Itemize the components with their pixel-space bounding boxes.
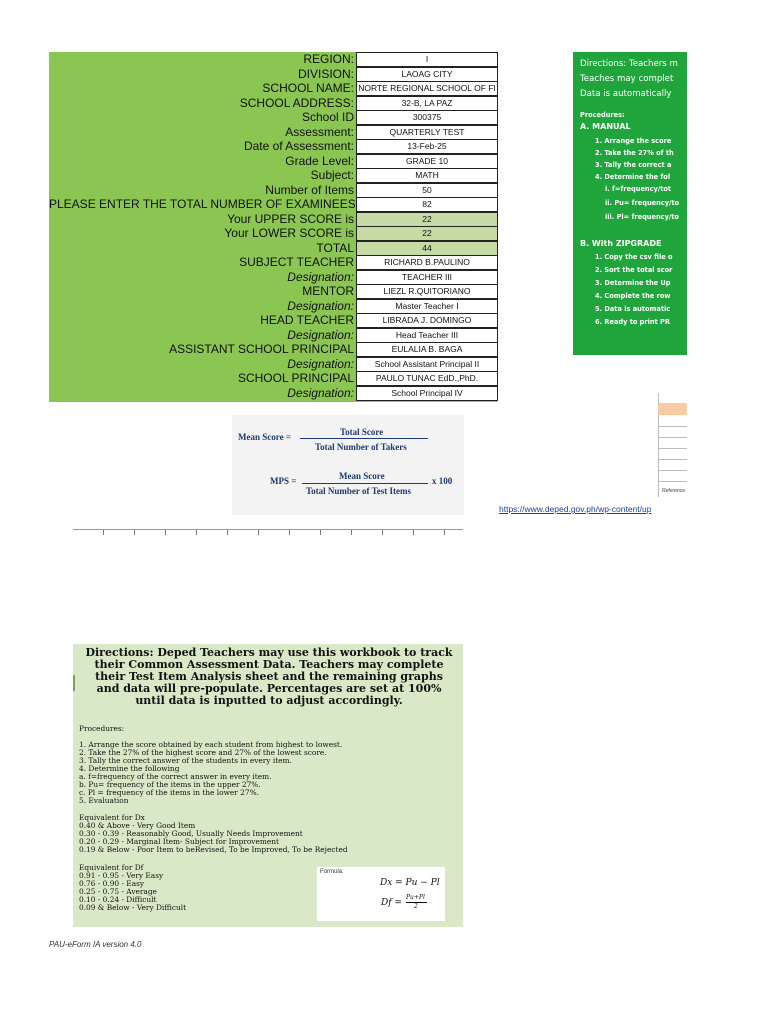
info-value-cell[interactable]: 82 <box>356 197 498 212</box>
info-value-cell[interactable]: RICHARD B.PAULINO <box>356 255 498 270</box>
mean-numerator: Total Score <box>340 427 384 437</box>
step-4c: c. Pl = frequency of the items in the lower 27%. <box>79 788 259 797</box>
info-value-cell[interactable]: Head Teacher III <box>356 328 498 343</box>
info-value-cell[interactable]: PAULO TUNAC EdD.,PhD. <box>356 371 498 386</box>
df-item-5: 0.09 & Below - Very Difficult <box>79 903 187 912</box>
step-2: 2. Take the 27% of the highest score and 27% of the lowest score. <box>79 748 327 757</box>
panel-zip-item-6: 6. Ready to print PR <box>595 318 670 326</box>
info-row <box>49 168 498 183</box>
school-info-sheet <box>49 52 497 402</box>
table-row-line <box>658 470 687 471</box>
panel-manual-item-2: 2. Take the 27% of th <box>595 149 674 157</box>
panel-zipgrade: B. With ZIPGRADE <box>580 239 662 248</box>
df-numerator: Pu+Pl <box>406 894 425 901</box>
info-row <box>49 371 498 386</box>
info-label: HEAD TEACHER <box>260 313 354 327</box>
info-row <box>49 154 498 169</box>
info-value-cell[interactable]: QUARTERLY TEST <box>356 125 498 140</box>
info-row <box>49 328 498 343</box>
info-value-cell[interactable]: LIBRADA J. DOMINGO <box>356 313 498 328</box>
info-row <box>49 241 498 256</box>
df-item-3: 0.25 - 0.75 - Average <box>79 887 157 896</box>
info-value-cell[interactable]: 13-Feb-25 <box>356 139 498 154</box>
directions-heading-1: Directions: Deped Teachers may use this workbook to track <box>85 646 453 659</box>
panel-procedures: Procedures: <box>580 111 625 119</box>
df-denominator: 2 <box>414 903 418 910</box>
df-formula-left: Df = <box>381 898 402 908</box>
panel-sub-item-3: iii. Pl= frequency/to <box>605 213 679 221</box>
directions-procedures: Procedures: <box>79 724 125 733</box>
info-row <box>49 284 498 299</box>
panel-zip-item-5: 5. Data is automatic <box>595 305 671 313</box>
info-row <box>49 110 498 125</box>
info-label: TOTAL <box>316 240 354 255</box>
info-value-cell[interactable]: I <box>356 52 498 67</box>
panel-title-line-1: Directions: Teachers m <box>580 59 678 69</box>
info-row <box>49 299 498 314</box>
dx-item-3: 0.20 - 0.29 - Marginal Item- Subject for Improvement <box>79 837 279 846</box>
info-label: Grade Level: <box>285 153 354 168</box>
step-1: 1. Arrange the score obtained by each student from highest to lowest. <box>79 740 343 749</box>
step-3: 3. Tally the correct answer of the students in every item. <box>79 756 292 765</box>
dx-item-1: 0.40 & Above - Very Good Item <box>79 821 196 830</box>
info-label: Number of Items <box>265 182 354 197</box>
panel-title-line-3: Data is automatically <box>580 89 672 99</box>
info-label: Designation: <box>287 356 354 371</box>
info-value-cell[interactable]: LIEZL R.QUITORIANO <box>356 284 498 299</box>
info-label: DIVISION: <box>297 66 354 81</box>
panel-title-line-2: Teaches may complet <box>580 74 674 84</box>
info-label: REGION: <box>303 52 354 66</box>
info-row <box>49 52 498 67</box>
mean-mps-formula-image <box>232 415 464 515</box>
panel-zip-item-1: 1. Copy the csv file o <box>595 253 673 261</box>
directions-panel <box>573 52 687 355</box>
panel-manual-item-3: 3. Tally the correct a <box>595 161 672 169</box>
info-row <box>49 139 498 154</box>
mean-denominator: Total Number of Takers <box>315 442 407 452</box>
info-label: Your LOWER SCORE is <box>224 226 354 240</box>
dx-item-2: 0.30 - 0.39 - Reasonably Good, Usually Needs Improvement <box>79 829 303 838</box>
deped-link[interactable]: https://www.deped.gov.ph/wp-content/up <box>499 504 652 514</box>
info-row <box>49 197 498 212</box>
panel-sub-item-1: i. f=frequency/tot <box>605 185 672 193</box>
info-label: Date of Assessment: <box>243 139 354 153</box>
info-row <box>49 183 498 198</box>
step-4: 4. Determine the following <box>79 764 180 773</box>
panel-zip-item-2: 2. Sort the total scor <box>595 266 673 274</box>
panel-manual-item-4: 4. Determine the fol <box>595 173 671 181</box>
info-value-cell[interactable]: EULALIA B. BAGA <box>356 342 498 357</box>
step-4b: b. Pu= frequency of the items in the upper 27%. <box>79 780 261 789</box>
dx-formula: Dx = Pu − Pl <box>380 878 440 888</box>
table-row-line <box>658 426 687 427</box>
panel-manual: A. MANUAL <box>580 122 631 131</box>
df-title: Equivalent for Df <box>79 863 144 872</box>
info-label: Designation: <box>287 327 354 342</box>
mps-numerator: Mean Score <box>339 471 385 481</box>
mps-fraction-bar <box>302 483 428 484</box>
info-label: School ID <box>301 110 354 124</box>
info-row <box>49 386 498 401</box>
info-label: Designation: <box>287 269 354 284</box>
panel-manual-item-1: 1. Arrange the score <box>595 137 672 145</box>
directions-heading-2: their Common Assessment Data. Teachers may complete <box>94 658 444 671</box>
panel-zip-item-4: 4. Complete the row <box>595 292 671 300</box>
table-row-line <box>658 481 687 482</box>
info-row <box>49 96 498 111</box>
info-label: Designation: <box>287 298 354 313</box>
df-item-1: 0.91 - 0.95 - Very Easy <box>79 871 164 880</box>
info-value-cell[interactable]: Master Teacher I <box>356 299 498 314</box>
info-label: MENTOR <box>302 284 354 298</box>
dx-title: Equivalent for Dx <box>79 813 145 822</box>
hidden-row-strip <box>73 529 463 535</box>
info-label: Subject: <box>310 168 354 182</box>
step-4a: a. f=frequency of the correct answer in every item. <box>79 772 272 781</box>
panel-zip-item-3: 3. Determine the Up <box>595 279 671 287</box>
info-label: SCHOOL PRINCIPAL <box>237 371 354 385</box>
info-row <box>49 313 498 328</box>
info-row <box>49 212 498 227</box>
directions-heading-4: and data will pre-populate. Percentages are set at 100% <box>96 682 442 695</box>
info-row <box>49 342 498 357</box>
table-row-line <box>658 448 687 449</box>
image-edge-mark <box>73 675 75 691</box>
info-value-cell[interactable]: MATH <box>356 168 498 183</box>
directions-image <box>73 644 463 927</box>
info-value-cell[interactable]: GRADE 10 <box>356 154 498 169</box>
dx-item-4: 0.19 & Below - Poor Item to beRevised, To be Improved, To be Rejected <box>79 845 348 854</box>
reference-table-fragment <box>658 393 687 497</box>
info-label: ASSISTANT SCHOOL PRINCIPAL <box>169 342 354 356</box>
info-row <box>49 226 498 241</box>
mps-denominator: Total Number of Test Items <box>306 486 412 496</box>
info-value-cell[interactable]: School Principal IV <box>356 386 498 401</box>
mean-fraction-bar <box>300 438 428 439</box>
formula-label: Formula: <box>320 869 344 875</box>
info-row <box>49 357 498 372</box>
info-label: Assessment: <box>285 124 354 139</box>
footer-version: PAU-eForm IA version 4.0 <box>49 940 142 949</box>
df-item-4: 0.10 - 0.24 - Difficult <box>79 895 157 904</box>
info-row <box>49 125 498 140</box>
info-label: SCHOOL NAME: <box>262 81 354 95</box>
info-value-cell[interactable]: 300375 <box>356 110 498 125</box>
df-item-2: 0.76 - 0.90 - Easy <box>79 879 145 888</box>
info-value-cell[interactable]: LAOAG CITY <box>356 67 498 82</box>
directions-heading-3: their Test Item Analysis sheet and the remaining graphs <box>95 670 443 683</box>
table-row-line <box>658 459 687 460</box>
info-label: PLEASE ENTER THE TOTAL NUMBER OF EXAMINEES <box>49 197 356 211</box>
info-value-cell[interactable]: 44 <box>356 241 498 256</box>
info-row <box>49 67 498 82</box>
info-value-cell[interactable]: 32-B, LA PAZ <box>356 96 498 111</box>
info-value-cell[interactable]: NORTE REGIONAL SCHOOL OF FI <box>356 81 498 96</box>
table-row-line <box>658 437 687 438</box>
table-header-row <box>658 403 687 415</box>
info-value-cell[interactable]: School Assistant Principal II <box>356 357 498 372</box>
mps-multiplier: x 100 <box>432 476 453 486</box>
directions-heading-5: until data is inputted to adjust accordingly. <box>135 694 403 707</box>
info-value-cell[interactable]: 22 <box>356 226 498 241</box>
info-label: Designation: <box>287 385 354 400</box>
info-row <box>49 81 498 96</box>
panel-sub-item-2: ii. Pu= frequency/to <box>605 199 680 207</box>
info-value-cell[interactable]: 22 <box>356 212 498 227</box>
info-row <box>49 270 498 285</box>
mps-label: MPS = <box>270 476 297 486</box>
info-row <box>49 255 498 270</box>
step-5: 5. Evaluation <box>79 796 129 805</box>
info-label: SUBJECT TEACHER <box>239 255 354 269</box>
mean-score-label: Mean Score = <box>238 432 291 442</box>
info-value-cell[interactable]: 50 <box>356 183 498 198</box>
info-label: SCHOOL ADDRESS: <box>239 95 354 110</box>
table-caption: Reference <box>662 488 686 494</box>
info-value-cell[interactable]: TEACHER III <box>356 270 498 285</box>
formula-box <box>317 867 445 921</box>
info-label: Your UPPER SCORE is <box>227 211 354 226</box>
